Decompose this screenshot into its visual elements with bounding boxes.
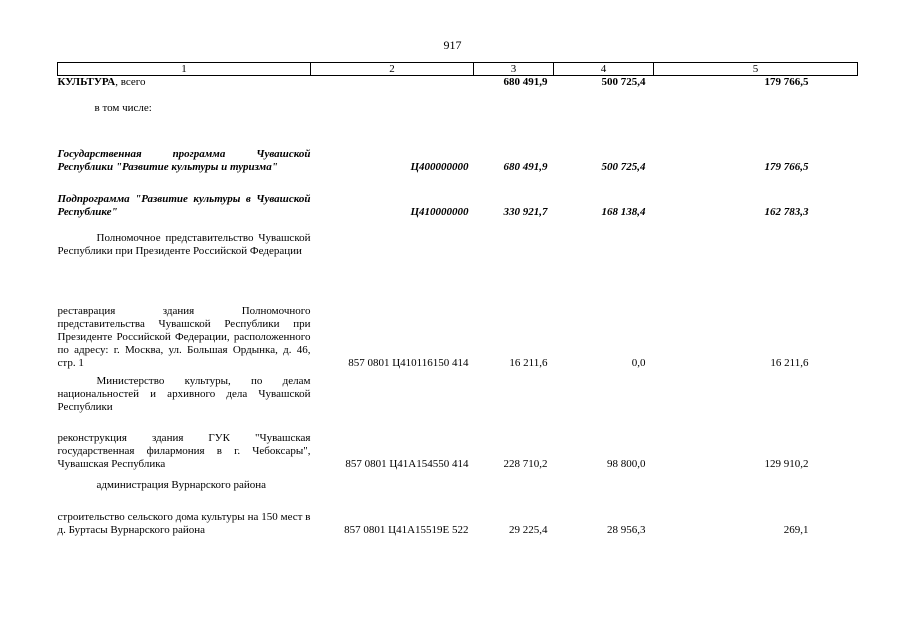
- row-label: реконструкция здания ГУК "Чувашская государственная филармония в г. Чебоксары", Чувашская Республика: [57, 432, 311, 470]
- row-label: Министерство культуры, по делам национальностей и архивного дела Чувашской Республики: [57, 375, 311, 413]
- row-label: [58, 76, 311, 90]
- row-title-suffix: , всего: [115, 76, 146, 88]
- row-value-col3: 29 225,4: [509, 524, 548, 536]
- page-number: 917: [443, 38, 462, 52]
- row-label: строительство сельского дома культуры на 150 мест в д. Буртасы Вурнарского района: [57, 511, 311, 536]
- table-row-subprogram: [58, 174, 858, 219]
- row-label: реставрация здания Полномочного представительства Чувашской Республики при Президенте Российской Федерации, расположенного по адресу: г. Москва, ул. Большая Ордынка, д. 46, стр. 1: [57, 305, 311, 369]
- table-row-item-1: [58, 281, 858, 370]
- column-header-1: 1: [58, 63, 311, 76]
- table-row-organization-3: [58, 471, 858, 503]
- budget-table: [57, 62, 858, 537]
- row-label: Полномочное представительство Чувашской Республики при Президенте Российской Федерации: [57, 232, 311, 257]
- row-title: КУЛЬТУРА: [57, 76, 116, 88]
- row-value-col4: 28 956,3: [607, 524, 646, 536]
- row-value-col5: 162 783,3: [764, 206, 809, 218]
- row-value-col5: 129 910,2: [764, 458, 809, 470]
- row-value-col3: 228 710,2: [503, 458, 548, 470]
- row-code: Ц400000000: [410, 161, 469, 173]
- table-row-including: [58, 89, 858, 124]
- row-value-col4: 98 800,0: [607, 458, 646, 470]
- row-value-col3: 330 921,7: [503, 206, 548, 218]
- row-value-col3: 680 491,9: [503, 161, 548, 173]
- row-code: Ц410000000: [410, 206, 469, 218]
- row-value-col5: 269,1: [783, 524, 809, 536]
- row-value-col3: 680 491,9: [503, 76, 548, 88]
- row-value-col5: 16 211,6: [770, 357, 809, 369]
- column-header-5: 5: [654, 63, 858, 76]
- row-value-col4: 168 138,4: [601, 206, 646, 218]
- table-row-culture-total: [58, 76, 858, 90]
- row-value-col5: 179 766,5: [764, 76, 809, 88]
- row-code: 857 0801 Ц41А154550 414: [345, 458, 469, 470]
- column-header-2: 2: [311, 63, 474, 76]
- row-value-col3: 16 211,6: [509, 357, 548, 369]
- table-row-organization-2: [58, 370, 858, 424]
- row-value-col4: 0,0: [631, 357, 646, 369]
- row-label: администрация Вурнарского района: [96, 479, 267, 491]
- row-value-col4: 500 725,4: [601, 161, 646, 173]
- table-row-item-2: [58, 424, 858, 471]
- table-header-row: [58, 63, 858, 76]
- column-header-4: 4: [554, 63, 654, 76]
- row-label: Подпрограмма "Развитие культуры в Чувашской Республике": [57, 193, 311, 218]
- table-row-organization-1: [58, 219, 858, 281]
- row-value-col4: 500 725,4: [601, 76, 646, 88]
- row-code: [311, 76, 474, 90]
- row-value-col5: 179 766,5: [764, 161, 809, 173]
- row-label: в том числе:: [94, 102, 152, 114]
- row-code: 857 0801 Ц41А15519Е 522: [344, 524, 469, 536]
- table-row-item-3: [58, 503, 858, 537]
- table-row-state-program: [58, 124, 858, 174]
- row-label: Государственная программа Чувашской Республики "Развитие культуры и туризма": [57, 148, 311, 173]
- column-header-3: 3: [474, 63, 554, 76]
- row-code: 857 0801 Ц410116150 414: [348, 357, 469, 369]
